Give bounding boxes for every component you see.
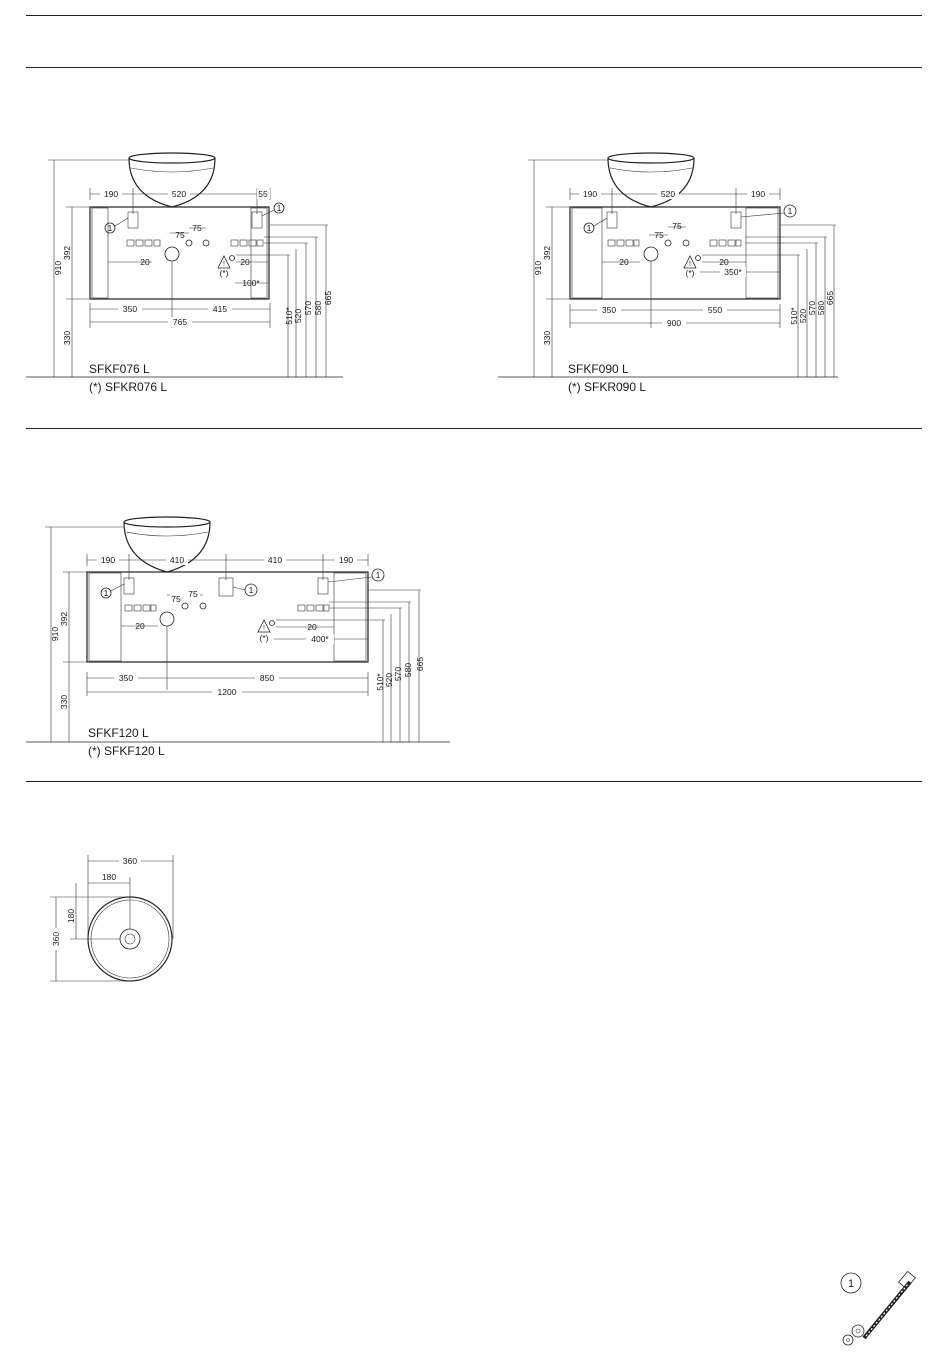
callout-1a — [101, 584, 124, 598]
svg-text:190: 190 — [338, 555, 354, 565]
water-inlet-icon — [270, 621, 275, 626]
callout-1a — [584, 218, 607, 233]
fixing-blocks — [127, 240, 263, 246]
svg-text:1: 1 — [248, 585, 254, 595]
supply-hole-right — [200, 603, 206, 609]
svg-text:510*: 510* — [375, 673, 385, 691]
supply-hole-left — [665, 240, 671, 246]
model-label: SFKF090 L — [568, 362, 629, 376]
bracket-center — [219, 578, 233, 596]
svg-text:190: 190 — [582, 189, 598, 199]
callout-1b — [262, 203, 284, 216]
drawing-sfkf120 — [26, 517, 450, 758]
supply-hole-right — [203, 240, 209, 246]
svg-text:20: 20 — [240, 257, 250, 267]
bracket-left — [607, 212, 617, 228]
svg-text:580: 580 — [816, 300, 826, 316]
svg-text:850: 850 — [259, 673, 275, 683]
svg-text:550: 550 — [707, 305, 723, 315]
svg-text:20: 20 — [135, 621, 145, 631]
bracket-left — [124, 578, 134, 594]
svg-text:410: 410 — [267, 555, 283, 565]
svg-text:520: 520 — [293, 308, 303, 324]
svg-text:392: 392 — [59, 611, 69, 627]
svg-text:400*: 400* — [311, 634, 329, 644]
waste-outlet — [160, 612, 174, 626]
svg-text:75: 75 — [672, 221, 682, 231]
water-inlet-icon — [230, 256, 235, 261]
cabinet-outline — [87, 572, 368, 662]
svg-text:75: 75 — [188, 589, 198, 599]
model-label: SFKF120 L — [88, 726, 149, 740]
svg-text:410: 410 — [169, 555, 185, 565]
svg-text:20: 20 — [307, 622, 317, 632]
drawing-sfkf090 — [498, 153, 838, 394]
svg-text:570: 570 — [807, 300, 817, 316]
svg-text:580: 580 — [403, 662, 413, 678]
fixing-blocks — [608, 240, 741, 246]
drawing-sfkf076 — [26, 153, 343, 394]
callout-1a — [105, 218, 128, 233]
svg-text:520: 520 — [660, 189, 676, 199]
svg-text:360: 360 — [51, 931, 61, 947]
svg-text:20: 20 — [619, 257, 629, 267]
supply-hole-left — [186, 240, 192, 246]
svg-text:75: 75 — [175, 230, 185, 240]
svg-text:570: 570 — [393, 666, 403, 682]
svg-text:350*: 350* — [724, 267, 742, 277]
svg-text:392: 392 — [62, 245, 72, 261]
fixing-kit-illustration — [841, 1271, 915, 1345]
svg-text:190: 190 — [103, 189, 119, 199]
svg-text:765: 765 — [172, 317, 188, 327]
svg-text:1: 1 — [107, 223, 113, 233]
svg-text:910: 910 — [533, 260, 543, 276]
waste-outlet — [644, 247, 658, 261]
svg-text:392: 392 — [542, 245, 552, 261]
supply-hole-left — [182, 603, 188, 609]
svg-text:510*: 510* — [789, 307, 799, 325]
svg-text:900: 900 — [666, 318, 682, 328]
svg-text:180: 180 — [101, 872, 117, 882]
fixing-blocks — [125, 605, 329, 611]
svg-text:190: 190 — [750, 189, 766, 199]
alt-model-label: (*) SFKR090 L — [568, 380, 647, 394]
callout-1b — [233, 584, 257, 596]
model-label: SFKF076 L — [89, 362, 150, 376]
svg-text:415: 415 — [212, 304, 228, 314]
svg-text:665: 665 — [415, 656, 425, 672]
svg-text:20: 20 — [719, 257, 729, 267]
svg-text:520: 520 — [171, 189, 187, 199]
svg-text:(*): (*) — [259, 633, 269, 643]
svg-text:520: 520 — [798, 308, 808, 324]
svg-text:910: 910 — [53, 260, 63, 276]
svg-text:!: ! — [689, 261, 691, 268]
svg-text:330: 330 — [59, 694, 69, 710]
svg-text:100*: 100* — [242, 278, 260, 288]
bracket-right — [252, 212, 262, 228]
svg-text:350: 350 — [118, 673, 134, 683]
svg-text:1200: 1200 — [217, 687, 237, 697]
svg-text:180: 180 — [66, 908, 76, 924]
svg-text:!: ! — [223, 261, 225, 268]
svg-text:55: 55 — [258, 189, 268, 199]
callout-1c — [328, 569, 384, 582]
svg-text:1: 1 — [787, 206, 793, 216]
svg-text:665: 665 — [323, 290, 333, 306]
bracket-right — [318, 578, 328, 594]
alt-model-label: (*) SFKR076 L — [89, 380, 168, 394]
basin-bowl — [608, 153, 694, 207]
svg-text:1: 1 — [847, 1278, 855, 1290]
svg-text:350: 350 — [601, 305, 617, 315]
svg-text:190: 190 — [100, 555, 116, 565]
svg-text:20: 20 — [140, 257, 150, 267]
svg-text:910: 910 — [50, 626, 60, 642]
svg-text:330: 330 — [62, 330, 72, 346]
alt-model-label: (*) SFKF120 L — [88, 744, 165, 758]
svg-text:520: 520 — [384, 672, 394, 688]
waste-outlet — [165, 247, 179, 261]
svg-text:(*): (*) — [685, 268, 695, 278]
svg-text:665: 665 — [825, 290, 835, 306]
svg-text:510*: 510* — [284, 307, 294, 325]
svg-text:1: 1 — [103, 588, 109, 598]
warning-icon — [684, 256, 696, 268]
svg-text:360: 360 — [122, 856, 138, 866]
svg-text:(*): (*) — [219, 268, 229, 278]
svg-text:580: 580 — [313, 300, 323, 316]
svg-text:1: 1 — [586, 223, 592, 233]
svg-text:1: 1 — [276, 203, 282, 213]
svg-text:75: 75 — [171, 594, 181, 604]
svg-text:!: ! — [263, 625, 265, 632]
svg-text:1: 1 — [375, 570, 381, 580]
basin-plan-view — [50, 855, 173, 981]
water-inlet-icon — [696, 256, 701, 261]
warning-icon — [218, 256, 230, 268]
bracket-left — [128, 212, 138, 228]
svg-text:75: 75 — [192, 223, 202, 233]
bracket-right — [731, 212, 741, 228]
warning-icon — [258, 620, 270, 632]
supply-hole-right — [683, 240, 689, 246]
svg-text:330: 330 — [542, 330, 552, 346]
svg-text:350: 350 — [122, 304, 138, 314]
svg-text:570: 570 — [303, 300, 313, 316]
svg-text:75: 75 — [654, 230, 664, 240]
